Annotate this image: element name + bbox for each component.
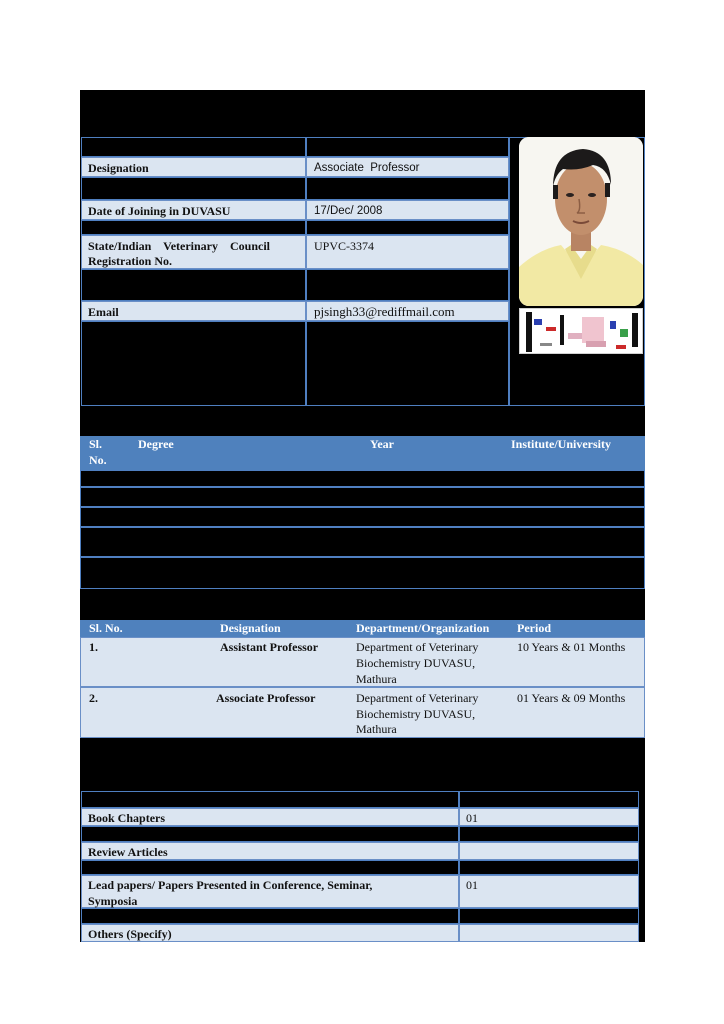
lead-papers-label-line1: Lead papers/ Papers Presented in Conference, Seminar, <box>88 878 373 892</box>
pub-row-blank-4-right <box>459 908 639 924</box>
pub-row-blank-2 <box>81 826 459 842</box>
profile-row-blank-2-right <box>306 177 509 200</box>
profile-row-blank-5-right <box>306 321 509 406</box>
experience-header-designation: Designation <box>220 621 281 635</box>
pub-row-blank-1-right <box>459 791 639 808</box>
joining-label: Date of Joining in DUVASU <box>88 204 231 218</box>
education-header-sl: Sl. <box>89 437 103 451</box>
experience-row-2-dept-line1: Department of Veterinary <box>356 691 479 705</box>
experience-header-department: Department/Organization <box>356 621 490 635</box>
others-value-cell <box>459 924 639 942</box>
person-photo-icon <box>519 137 643 306</box>
pub-row-blank-3-right <box>459 860 639 875</box>
pub-row-blank-2-right <box>459 826 639 842</box>
profile-row-blank-5 <box>81 321 306 406</box>
book-chapters-label: Book Chapters <box>88 811 166 825</box>
review-articles-label: Review Articles <box>88 845 168 859</box>
registration-value: UPVC-3374 <box>314 239 375 253</box>
signature-image <box>519 308 643 354</box>
education-row-5 <box>80 557 645 589</box>
education-row-4 <box>80 527 645 557</box>
book-chapters-value: 01 <box>466 811 478 825</box>
profile-row-blank-3 <box>81 220 306 235</box>
experience-row-2-sl: 2. <box>89 691 98 705</box>
education-header-institute: Institute/University <box>511 437 611 451</box>
joining-value: 17/Dec/ 2008 <box>314 205 383 217</box>
experience-header-sl: Sl. No. <box>89 621 123 635</box>
profile-row-blank-4-right <box>306 269 509 301</box>
others-label: Others (Specify) <box>88 927 172 941</box>
experience-row-1-dept-line1: Department of Veterinary <box>356 640 479 654</box>
book-chapters-value-cell <box>459 808 639 826</box>
experience-row-1-dept-line2: Biochemistry DUVASU, <box>356 656 476 670</box>
experience-row-2-dept-line2: Biochemistry DUVASU, <box>356 707 476 721</box>
email-label: Email <box>88 305 119 319</box>
signature-icon <box>520 309 643 354</box>
profile-row-blank-top <box>81 137 306 157</box>
email-value[interactable]: pjsingh33@rediffmail.com <box>314 304 455 319</box>
experience-row-1-designation: Assistant Professor <box>220 640 319 654</box>
experience-header-period: Period <box>517 621 551 635</box>
designation-label: Designation <box>88 161 149 175</box>
experience-row-2-dept-line3: Mathura <box>356 722 397 736</box>
title-band <box>80 90 645 137</box>
education-row-2 <box>80 487 645 507</box>
lead-papers-value-cell <box>459 875 639 908</box>
experience-title-band <box>80 589 645 620</box>
education-header-year: Year <box>370 437 394 451</box>
profile-row-blank-3-right <box>306 220 509 235</box>
education-row-1 <box>80 470 645 487</box>
pub-row-blank-4 <box>81 908 459 924</box>
profile-row-blank-2 <box>81 177 306 200</box>
profile-photo <box>519 137 643 306</box>
experience-row-1-dept-line3: Mathura <box>356 672 397 686</box>
experience-row-1-period: 10 Years & 01 Months <box>517 640 626 654</box>
education-row-3 <box>80 507 645 527</box>
education-header-degree: Degree <box>138 437 174 451</box>
experience-row-2-period: 01 Years & 09 Months <box>517 691 626 705</box>
lead-papers-label-line2: Symposia <box>88 894 138 908</box>
experience-row-2-designation: Associate Professor <box>216 691 316 705</box>
education-header-sl-no: No. <box>89 453 107 467</box>
registration-label-line1: State/Indian Veterinary Council <box>88 239 271 253</box>
profile-row-blank-4 <box>81 269 306 301</box>
pub-row-blank-3 <box>81 860 459 875</box>
experience-row-1-sl: 1. <box>89 640 98 654</box>
education-title-band <box>80 406 645 436</box>
pub-row-blank-1 <box>81 791 459 808</box>
profile-row-blank-top-right <box>306 137 509 157</box>
designation-value: Associate Professor <box>314 162 420 174</box>
registration-label-line2: Registration No. <box>88 254 172 268</box>
review-articles-value-cell <box>459 842 639 860</box>
lead-papers-value: 01 <box>466 878 478 892</box>
